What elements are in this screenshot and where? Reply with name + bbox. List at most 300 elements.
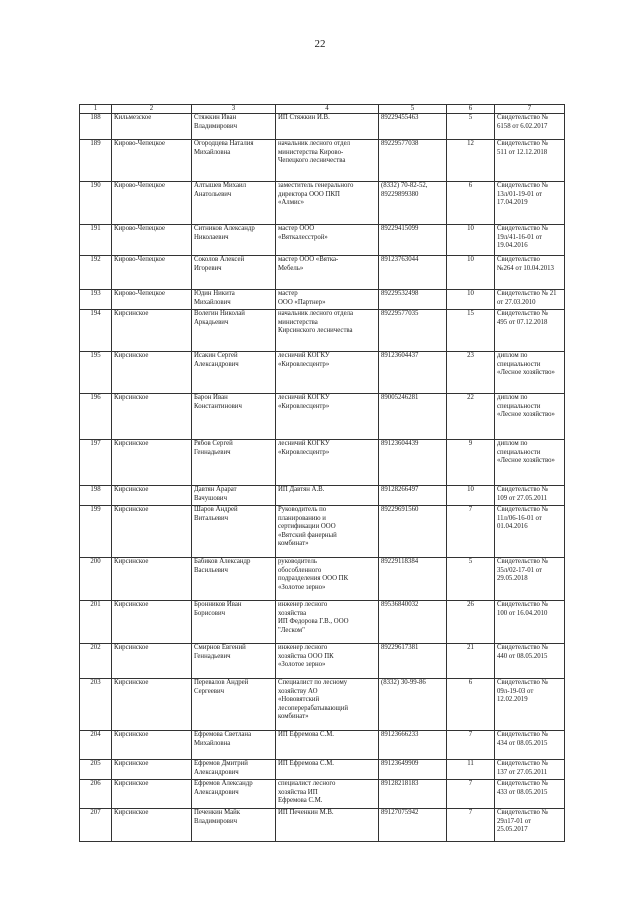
document-cell (495, 352, 565, 394)
experience-cell (447, 601, 495, 644)
document-cell (495, 440, 565, 486)
experience-cell (447, 256, 495, 290)
position-cell (276, 352, 379, 394)
experience-cell (447, 310, 495, 352)
table-row (80, 486, 565, 506)
phone-cell-text: 89128218183 (381, 780, 419, 787)
district-cell (112, 256, 192, 290)
experience-cell (447, 140, 495, 182)
phone-cell (379, 809, 447, 842)
person-name-cell-text: Ефремов Александр Александрович (194, 780, 253, 796)
phone-cell (379, 394, 447, 440)
position-cell (276, 394, 379, 440)
person-name-cell (192, 225, 276, 256)
phone-cell-text: 89229577038 (381, 140, 419, 147)
person-name-cell (192, 394, 276, 440)
column-header: 1 (80, 105, 112, 114)
experience-cell-text: 7 (468, 780, 473, 787)
experience-cell-text: 6 (468, 679, 473, 686)
position-cell (276, 225, 379, 256)
document-cell-text: Свидетельство № 09л-19-03 от 12.02.2019 (497, 679, 549, 704)
column-header: 2 (112, 105, 192, 114)
table-row (80, 601, 565, 644)
row-number-text: 195 (90, 352, 101, 359)
district-cell-text: Кирсинское (114, 440, 149, 447)
position-cell-text: начальник лесного отдел министерства Кирово- Чепецкого лесничества (278, 140, 351, 165)
phone-cell (379, 486, 447, 506)
experience-cell-text: 6 (468, 182, 473, 189)
experience-cell-text: 21 (467, 644, 474, 651)
table-row (80, 506, 565, 558)
table-row (80, 114, 565, 140)
phone-cell (379, 506, 447, 558)
phone-cell-text: 89123604439 (381, 440, 419, 447)
person-name-cell (192, 760, 276, 780)
document-cell (495, 809, 565, 842)
phone-cell-text: 89536840032 (381, 601, 419, 608)
position-cell (276, 760, 379, 780)
district-cell-text: Кильмезское (114, 114, 152, 121)
person-name-cell (192, 679, 276, 731)
row-number (80, 760, 112, 780)
document-cell-text: Свидетельство № 137 от 27.05.2011 (497, 760, 549, 776)
document-cell (495, 256, 565, 290)
position-cell-text: Руководитель по планированию и сертификации ООО «Вятский фанерный комбинат» (278, 506, 337, 548)
table-row (80, 310, 565, 352)
row-number-text: 201 (90, 601, 101, 608)
position-cell (276, 644, 379, 679)
document-cell (495, 486, 565, 506)
experience-cell (447, 780, 495, 809)
document-cell (495, 558, 565, 601)
row-number-text: 190 (90, 182, 101, 189)
row-number (80, 140, 112, 182)
district-cell-text: Кирово-Чепецкое (114, 256, 165, 263)
experience-cell (447, 352, 495, 394)
experience-cell (447, 558, 495, 601)
person-name-cell (192, 506, 276, 558)
row-number (80, 290, 112, 310)
person-name-cell (192, 558, 276, 601)
phone-cell (379, 780, 447, 809)
experience-cell (447, 486, 495, 506)
person-name-cell-text: Рябов Сергей Геннадьевич (194, 440, 233, 456)
document-cell-text: Свидетельство № 13л/01-19-01 от 17.04.2019 (497, 182, 549, 207)
row-number (80, 256, 112, 290)
phone-cell-text: 89123763044 (381, 256, 419, 263)
document-cell (495, 114, 565, 140)
phone-cell-text: 89229691560 (381, 506, 419, 513)
district-cell-text: Кирсинское (114, 601, 149, 608)
position-cell (276, 140, 379, 182)
experience-cell (447, 760, 495, 780)
person-name-cell-text: Ефремов Дмитрий Александрович (194, 760, 248, 776)
person-name-cell-text: Бабиков Александр Васильевич (194, 558, 251, 574)
person-name-cell-text: Ситников Александр Николаевич (194, 225, 255, 241)
phone-cell (379, 310, 447, 352)
position-cell (276, 256, 379, 290)
phone-cell-text: 89229617381 (381, 644, 419, 651)
district-cell-text: Кирсинское (114, 486, 149, 493)
experience-cell-text: 7 (468, 809, 473, 816)
experience-cell-text: 10 (467, 486, 474, 493)
row-number-text: 197 (90, 440, 101, 447)
document-cell-text: Свидетельство № 434 от 08.05.2015 (497, 731, 549, 747)
phone-cell (379, 731, 447, 760)
district-cell (112, 140, 192, 182)
district-cell (112, 601, 192, 644)
position-cell (276, 182, 379, 225)
row-number-text: 204 (90, 731, 101, 738)
row-number-text: 191 (90, 225, 101, 232)
row-number-text: 207 (90, 809, 101, 816)
table-row (80, 731, 565, 760)
document-cell (495, 140, 565, 182)
table-row (80, 644, 565, 679)
position-cell-text: заместитель генерального директора ООО ПКП «Алмис» (278, 182, 354, 207)
experience-cell-text: 10 (467, 225, 474, 232)
position-cell-text: ИП Ефремова С.М. (278, 760, 334, 767)
document-cell (495, 394, 565, 440)
document-cell-text: Свидетельство № 21 от 27.03.2010 (497, 290, 557, 306)
row-number-text: 188 (90, 114, 101, 121)
experience-cell-text: 9 (468, 440, 473, 447)
phone-cell-text: 89005246281 (381, 394, 419, 401)
experience-cell-text: 23 (467, 352, 474, 359)
position-cell-text: лесничий КОГКУ «Кировлесцентр» (278, 394, 330, 410)
position-cell (276, 310, 379, 352)
table-row (80, 140, 565, 182)
document-cell-text: Свидетельство № 100 от 16.04.2010 (497, 601, 549, 617)
district-cell-text: Кирсинское (114, 506, 149, 513)
district-cell (112, 440, 192, 486)
phone-cell (379, 290, 447, 310)
phone-cell-text: 89229118384 (381, 558, 419, 565)
row-number-text: 200 (90, 558, 101, 565)
row-number-text: 196 (90, 394, 101, 401)
person-name-cell (192, 601, 276, 644)
table-row (80, 679, 565, 731)
experience-cell (447, 679, 495, 731)
phone-cell-text: 89123649909 (381, 760, 419, 767)
person-name-cell-text: Давтян Арарат Вачушович (194, 486, 237, 502)
district-cell-text: Кирсинское (114, 352, 149, 359)
position-cell (276, 731, 379, 760)
header-row (80, 105, 565, 114)
district-cell-text: Кирсинское (114, 558, 149, 565)
district-cell-text: Кирсинское (114, 644, 149, 651)
document-cell-text: Свидетельство № 495 от 07.12.2018 (497, 310, 549, 326)
document-cell-text: Свидетельство № 511 от 12.12.2018 (497, 140, 549, 156)
person-name-cell (192, 310, 276, 352)
experience-cell (447, 506, 495, 558)
person-name-cell (192, 780, 276, 809)
phone-cell (379, 644, 447, 679)
person-name-cell-text: Смирнов Евгений Геннадьевич (194, 644, 246, 660)
document-cell (495, 310, 565, 352)
document-cell-text: Свидетельство № 11л/06-16-01 от 01.04.2016 (497, 506, 549, 531)
position-cell-text: инженер лесного хозяйства ООО ПК «Золотое зерно» (278, 644, 334, 669)
row-number (80, 225, 112, 256)
table-row (80, 290, 565, 310)
person-name-cell (192, 644, 276, 679)
person-name-cell-text: Барон Иван Константинович (194, 394, 242, 410)
district-cell (112, 290, 192, 310)
position-cell (276, 486, 379, 506)
phone-cell-text: 89127075942 (381, 809, 419, 816)
row-number (80, 601, 112, 644)
phone-cell-text: 89123604437 (381, 352, 419, 359)
position-cell-text: ИП Стяжкин И.В. (278, 114, 330, 121)
document-cell (495, 601, 565, 644)
experience-cell-text: 10 (467, 256, 474, 263)
phone-cell-text: (8332) 30-99-86 (381, 679, 426, 686)
row-number (80, 486, 112, 506)
row-number-text: 192 (90, 256, 101, 263)
column-header: 3 (192, 105, 276, 114)
experience-cell (447, 225, 495, 256)
table-row (80, 780, 565, 809)
person-name-cell (192, 290, 276, 310)
row-number-text: 205 (90, 760, 101, 767)
district-cell-text: Кирсинское (114, 679, 149, 686)
district-cell-text: Кирсинское (114, 731, 149, 738)
row-number-text: 199 (90, 506, 101, 513)
registry-table (79, 104, 565, 842)
experience-cell-text: 11 (467, 760, 474, 767)
experience-cell (447, 114, 495, 140)
position-cell-text: инженер лесного хозяйства ИП Федорова Г.В., ООО "Леском" (278, 601, 349, 634)
position-cell-text: Специалист по лесному хозяйству АО «Нововятский лесоперерабатывающий комбинат» (278, 679, 349, 721)
column-header: 4 (276, 105, 379, 114)
page-number: 22 (314, 38, 326, 50)
position-cell-text: ИП Давтян А.В. (278, 486, 325, 493)
row-number-text: 198 (90, 486, 101, 493)
district-cell-text: Кирсинское (114, 780, 149, 787)
district-cell (112, 225, 192, 256)
district-cell-text: Кирсинское (114, 394, 149, 401)
experience-cell-text: 15 (467, 310, 474, 317)
district-cell-text: Кирово-Чепецкое (114, 182, 165, 189)
district-cell (112, 394, 192, 440)
row-number (80, 780, 112, 809)
table-row (80, 352, 565, 394)
document-cell-text: Свидетельство № 433 от 08.05.2015 (497, 780, 549, 796)
person-name-cell-text: Ефремова Светлана Михайловна (194, 731, 252, 747)
phone-cell-text: 89229532498 (381, 290, 419, 297)
phone-cell-text: 89229577035 (381, 310, 419, 317)
district-cell-text: Кирово-Чепецкое (114, 140, 165, 147)
column-header: 7 (495, 105, 565, 114)
phone-cell (379, 114, 447, 140)
person-name-cell-text: Шаров Андрей Витальевич (194, 506, 238, 522)
position-cell-text: лесничий КОГКУ «Кировлесцентр» (278, 440, 330, 456)
experience-cell-text: 5 (468, 114, 473, 121)
column-header: 6 (447, 105, 495, 114)
phone-cell (379, 256, 447, 290)
document-cell (495, 644, 565, 679)
column-header: 5 (379, 105, 447, 114)
experience-cell-text: 22 (467, 394, 474, 401)
position-cell (276, 809, 379, 842)
person-name-cell-text: Огородцева Наталия Михайловна (194, 140, 254, 156)
row-number-text: 194 (90, 310, 101, 317)
row-number (80, 182, 112, 225)
row-number (80, 506, 112, 558)
position-cell-text: руководитель обособленного подразделения ООО ПК «Золотое зерно» (278, 558, 349, 591)
experience-cell-text: 10 (467, 290, 474, 297)
person-name-cell (192, 256, 276, 290)
row-number (80, 731, 112, 760)
row-number (80, 310, 112, 352)
experience-cell-text: 7 (468, 731, 473, 738)
district-cell (112, 486, 192, 506)
table-row (80, 760, 565, 780)
person-name-cell-text: Волегин Николай Аркадьевич (194, 310, 245, 326)
person-name-cell-text: Печенкин Майк Владимирович (194, 809, 241, 825)
district-cell-text: Кирсинское (114, 809, 149, 816)
position-cell-text: специалист лесного хозяйства ИП Ефремова С.М. (278, 780, 336, 805)
document-cell (495, 679, 565, 731)
document-cell (495, 290, 565, 310)
district-cell (112, 679, 192, 731)
experience-cell (447, 644, 495, 679)
district-cell (112, 310, 192, 352)
experience-cell (447, 290, 495, 310)
position-cell-text: ИП Ефремова С.М. (278, 731, 334, 738)
experience-cell (447, 182, 495, 225)
person-name-cell (192, 440, 276, 486)
document-cell-text: Свидетельство № 19л/41-16-01 от 19.04.2016 (497, 225, 549, 250)
district-cell-text: Кирсинское (114, 310, 149, 317)
document-cell-text: Свидетельство № 6158 от 6.02.2017 (497, 114, 549, 130)
position-cell (276, 558, 379, 601)
person-name-cell (192, 114, 276, 140)
district-cell-text: Кирово-Чепецкое (114, 225, 165, 232)
document-cell (495, 780, 565, 809)
phone-cell-text: 89128266497 (381, 486, 419, 493)
phone-cell (379, 679, 447, 731)
person-name-cell-text: Исакин Сергей Александрович (194, 352, 239, 368)
document-cell-text: Свидетельство № 29л17-01 от 25.05.2017 (497, 809, 549, 834)
district-cell (112, 644, 192, 679)
position-cell (276, 290, 379, 310)
table-row (80, 558, 565, 601)
district-cell (112, 114, 192, 140)
person-name-cell (192, 182, 276, 225)
position-cell (276, 780, 379, 809)
row-number-text: 202 (90, 644, 101, 651)
district-cell (112, 506, 192, 558)
row-number (80, 352, 112, 394)
document-cell (495, 506, 565, 558)
position-cell-text: мастер ООО «Партнер» (278, 290, 326, 306)
district-cell-text: Кирово-Чепецкое (114, 290, 165, 297)
phone-cell (379, 140, 447, 182)
experience-cell (447, 731, 495, 760)
row-number (80, 440, 112, 486)
district-cell-text: Кирсинское (114, 760, 149, 767)
position-cell (276, 114, 379, 140)
person-name-cell (192, 731, 276, 760)
person-name-cell-text: Соколов Алексей Игоревич (194, 256, 245, 272)
experience-cell-text: 7 (468, 506, 473, 513)
experience-cell-text: 12 (467, 140, 474, 147)
phone-cell-text: 89123666233 (381, 731, 419, 738)
position-cell (276, 506, 379, 558)
person-name-cell-text: Перевалов Андрей Сергеевич (194, 679, 249, 695)
document-cell-text: диплом по специальности «Лесное хозяйство» (497, 352, 555, 377)
district-cell (112, 780, 192, 809)
row-number (80, 679, 112, 731)
position-cell-text: ИП Печенкин М.В. (278, 809, 334, 816)
document-cell (495, 182, 565, 225)
table-row (80, 256, 565, 290)
person-name-cell-text: Стяжкин Иван Владимирович (194, 114, 238, 130)
experience-cell (447, 440, 495, 486)
table-row (80, 809, 565, 842)
person-name-cell-text: Алтышев Михаил Анатольевич (194, 182, 247, 198)
table-row (80, 182, 565, 225)
phone-cell-text: 89229455463 (381, 114, 419, 121)
person-name-cell-text: Юдин Никита Михайлович (194, 290, 235, 306)
row-number (80, 644, 112, 679)
position-cell-text: мастер ООО «Вятка- Мебель» (278, 256, 339, 272)
table-row (80, 440, 565, 486)
district-cell (112, 731, 192, 760)
document-cell-text: Свидетельство №264 от 10.04.2013 (497, 256, 554, 272)
person-name-cell (192, 486, 276, 506)
document-cell-text: Свидетельство № 109 от 27.05.2011 (497, 486, 549, 502)
row-number (80, 558, 112, 601)
phone-cell-text: (8332) 70-82-52, 89229899380 (381, 182, 428, 198)
document-cell (495, 731, 565, 760)
phone-cell (379, 601, 447, 644)
document-cell-text: диплом по специальности «Лесное хозяйство» (497, 440, 555, 465)
position-cell-text: лесничий КОГКУ «Кировлесцентр» (278, 352, 330, 368)
position-cell-text: начальник лесного отдела министерства Кирсинского лесничества (278, 310, 354, 335)
person-name-cell (192, 140, 276, 182)
district-cell (112, 760, 192, 780)
phone-cell (379, 182, 447, 225)
district-cell (112, 809, 192, 842)
person-name-cell (192, 809, 276, 842)
person-name-cell-text: Бронников Иван Борисович (194, 601, 242, 617)
phone-cell (379, 225, 447, 256)
district-cell (112, 352, 192, 394)
row-number-text: 189 (90, 140, 101, 147)
district-cell (112, 182, 192, 225)
row-number (80, 114, 112, 140)
phone-cell (379, 760, 447, 780)
document-cell-text: Свидетельство № 440 от 08.05.2015 (497, 644, 549, 660)
document-cell-text: диплом по специальности «Лесное хозяйство» (497, 394, 555, 419)
row-number-text: 193 (90, 290, 101, 297)
row-number-text: 203 (90, 679, 101, 686)
table-row (80, 225, 565, 256)
document-cell-text: Свидетельство № 35л/02-17-01 от 29.05.2018 (497, 558, 549, 583)
phone-cell (379, 558, 447, 601)
person-name-cell (192, 352, 276, 394)
experience-cell-text: 5 (468, 558, 473, 565)
position-cell-text: мастер ООО «Вяткалесстрой» (278, 225, 328, 241)
phone-cell (379, 440, 447, 486)
document-cell (495, 760, 565, 780)
position-cell (276, 601, 379, 644)
phone-cell (379, 352, 447, 394)
district-cell (112, 558, 192, 601)
row-number (80, 394, 112, 440)
